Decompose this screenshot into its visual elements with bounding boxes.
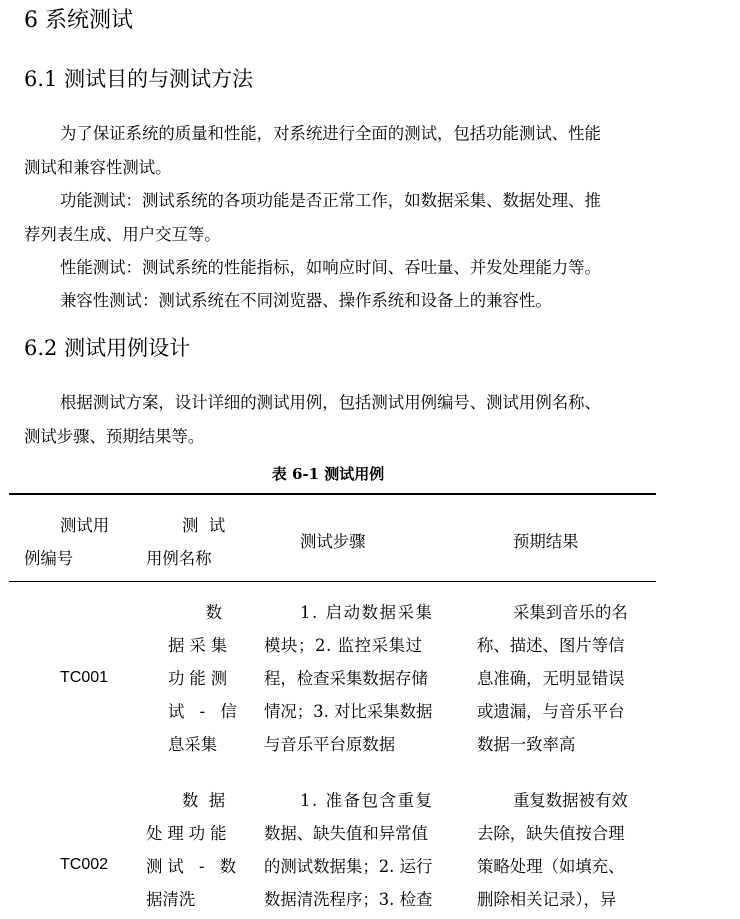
table-top-rule: [9, 493, 656, 495]
table-row-2-result: 重复数据被有效 去除，缺失值按合理 策略处理（如填充、 删除相关记录），异: [477, 791, 628, 909]
section-heading-6-1: 6.1 测试目的与测试方法: [24, 67, 254, 91]
paragraph-test-case-design: 根据测试方案，设计详细的测试用例，包括测试用例编号、测试用例名称、 测试步骤、预期结果等。: [24, 393, 601, 446]
table-row-1-id: TC001: [60, 669, 109, 686]
table-caption: 表 6-1 测试用例: [271, 465, 385, 483]
paragraph-functional-test: 功能测试：测试系统的各项功能是否正常工作，如数据采集、数据处理、推 荐列表生成、用户交互等。: [24, 191, 601, 244]
header-case-id: 测试用 例编号: [24, 516, 110, 568]
paragraph-compatibility-test: 兼容性测试：测试系统在不同浏览器、操作系统和设备上的兼容性。: [60, 291, 552, 310]
paragraph-intro: 为了保证系统的质量和性能，对系统进行全面的测试，包括功能测试、性能 测试和兼容性测试。: [24, 124, 601, 177]
table-header-rule: [9, 581, 656, 582]
table-row-1-name: 数 据采集 功能测 试 - 信 息采集: [168, 603, 242, 754]
header-expected-result: 预期结果: [513, 532, 579, 551]
chapter-heading: 6 系统测试: [24, 8, 133, 33]
table-row-2-steps: 1. 准备包含重复 数据、缺失值和异常值 的测试数据集；2. 运行 数据清洗程序；3. 检查: [264, 791, 434, 909]
header-case-name: 测 试 用例名称: [146, 516, 226, 568]
table-row-2-name: 数 据 处理功能 测试 - 数 据清洗: [146, 791, 242, 909]
paragraph-performance-test: 性能测试：测试系统的性能指标，如响应时间、吞吐量、并发处理能力等。: [60, 258, 601, 277]
section-heading-6-2: 6.2 测试用例设计: [24, 336, 191, 360]
table-row-2-id: TC002: [60, 856, 109, 873]
header-test-steps: 测试步骤: [300, 532, 366, 551]
table-row-1-steps: 1. 启动数据采集 模块；2. 监控采集过 程，检查采集数据存储 情况；3. 对比采集数据 与音乐平台原数据: [264, 603, 434, 754]
table-row-1-result: 采集到音乐的名 称、描述、图片等信 息准确，无明显错误 或遗漏，与音乐平台 数据一致率高: [477, 603, 628, 754]
